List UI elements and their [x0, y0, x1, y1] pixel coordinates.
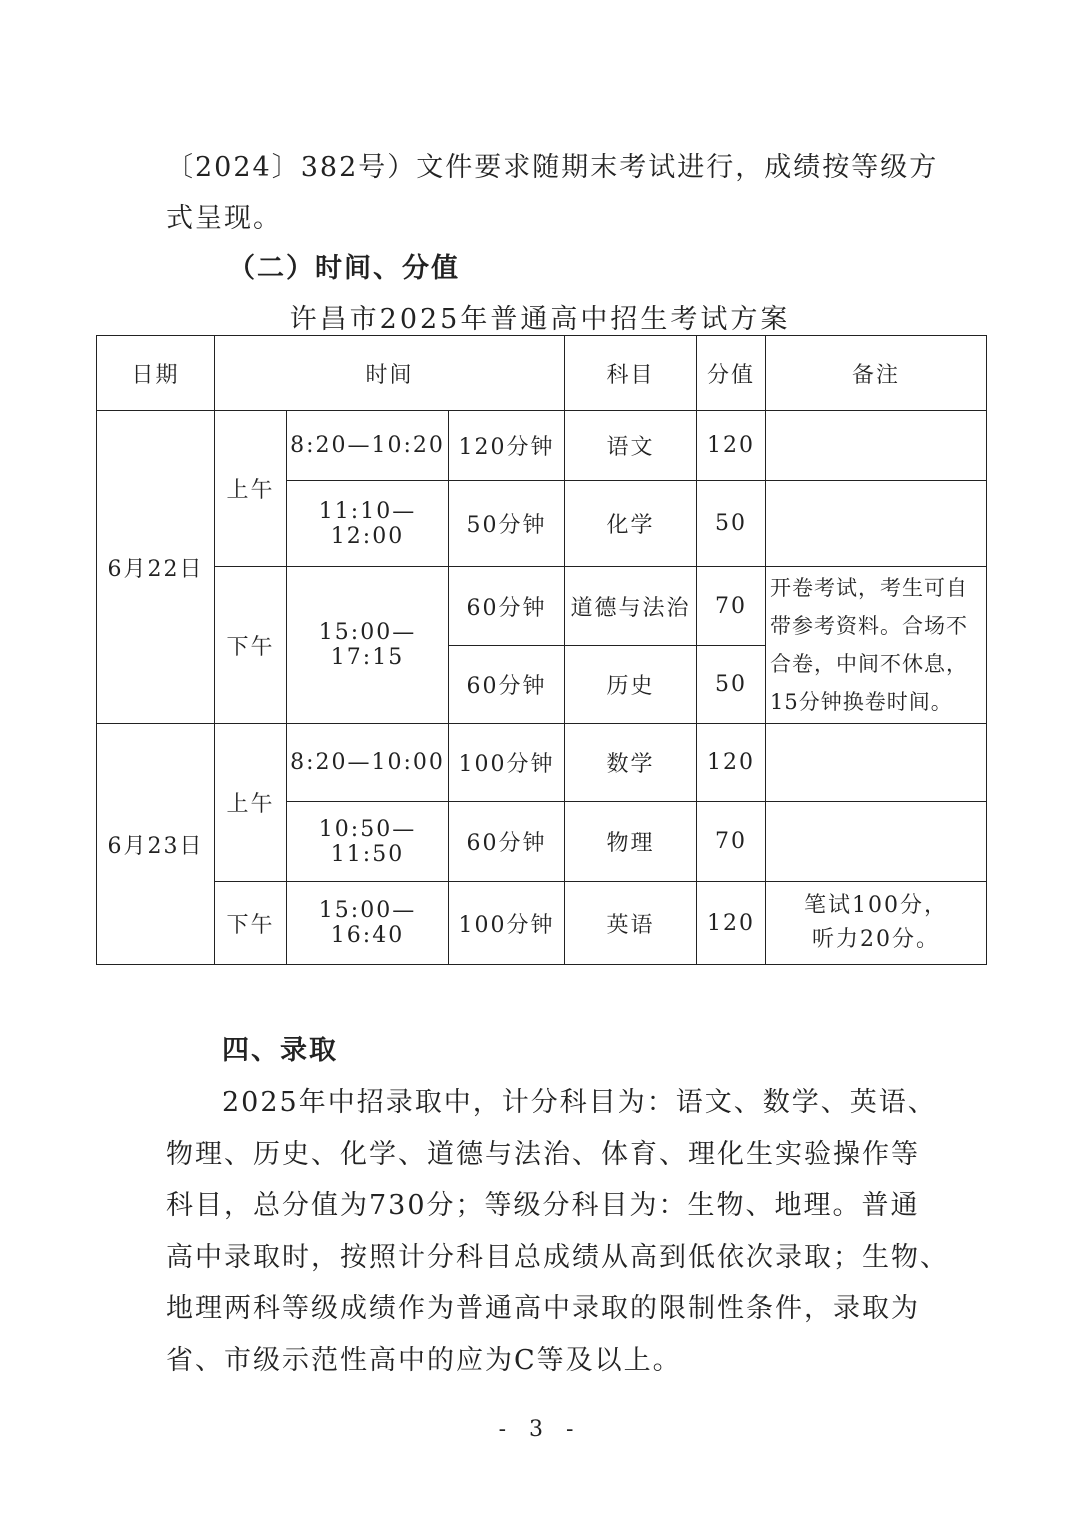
duration-cell: 120分钟 [449, 411, 565, 481]
time-cell: 15:00—16:40 [287, 882, 449, 965]
score-cell: 120 [697, 724, 766, 802]
subject-cell: 英语 [565, 882, 697, 965]
session-cell: 下午 [215, 567, 287, 724]
table-row [97, 882, 987, 965]
admission-line-6: 省、市级示范性高中的应为C等及以上。 [166, 1345, 682, 1376]
score-cell: 120 [697, 411, 766, 481]
note-cell [766, 802, 987, 882]
table-row [97, 411, 987, 481]
duration-cell: 50分钟 [449, 481, 565, 567]
subject-cell: 道德与法治 [565, 567, 697, 646]
subject-cell: 历史 [565, 646, 697, 724]
score-cell: 70 [697, 802, 766, 882]
note-cell [766, 724, 987, 802]
intro-line-1: 〔2024〕382号）文件要求随期末考试进行，成绩按等级方 [166, 152, 939, 183]
header-score: 分值 [697, 336, 766, 411]
session-cell: 下午 [215, 882, 287, 965]
header-time: 时间 [215, 336, 565, 411]
header-subject: 科目 [565, 336, 697, 411]
duration-cell: 100分钟 [449, 724, 565, 802]
english-note-line-2: 听力20分。 [812, 927, 941, 952]
header-date: 日期 [97, 336, 215, 411]
time-cell: 11:10—12:00 [287, 481, 449, 567]
session-cell: 上午 [215, 411, 287, 567]
date-cell: 6月22日 [97, 411, 215, 724]
admission-line-2: 物理、历史、化学、道德与法治、体育、理化生实验操作等 [166, 1139, 920, 1170]
session-cell: 上午 [215, 724, 287, 882]
note-cell [766, 411, 987, 481]
duration-cell: 60分钟 [449, 802, 565, 882]
table-header-row [97, 336, 987, 411]
section-heading-time-score: （二）时间、分值 [228, 253, 460, 284]
time-cell: 10:50—11:50 [287, 802, 449, 882]
score-cell: 70 [697, 567, 766, 646]
subject-cell: 数学 [565, 724, 697, 802]
table-title: 许昌市2025年普通高中招生考试方案 [289, 304, 791, 335]
duration-cell: 60分钟 [449, 567, 565, 646]
duration-cell: 60分钟 [449, 646, 565, 724]
time-cell: 8:20—10:00 [287, 724, 449, 802]
date-cell: 6月23日 [97, 724, 215, 965]
admission-line-3: 科目，总分值为730分；等级分科目为：生物、地理。普通 [166, 1190, 920, 1221]
note-cell [766, 882, 987, 965]
page-number: - 3 - [498, 1417, 582, 1442]
section-heading-admission: 四、录取 [222, 1035, 338, 1066]
note-cell: 开卷考试，考生可自带参考资料。合场不合卷，中间不休息，15分钟换卷时间。 [766, 567, 987, 724]
subject-cell: 化学 [565, 481, 697, 567]
english-note-line-1: 笔试100分， [804, 893, 949, 918]
admission-line-4: 高中录取时，按照计分科目总成绩从高到低依次录取；生物、 [166, 1242, 949, 1273]
header-note: 备注 [766, 336, 987, 411]
subject-cell: 物理 [565, 802, 697, 882]
table-row [97, 724, 987, 802]
score-cell: 50 [697, 481, 766, 567]
score-cell: 50 [697, 646, 766, 724]
table-row [97, 567, 987, 646]
time-cell: 8:20—10:20 [287, 411, 449, 481]
admission-line-1: 2025年中招录取中，计分科目为：语文、数学、英语、 [222, 1087, 937, 1118]
exam-schedule-table [96, 335, 987, 965]
duration-cell: 100分钟 [449, 882, 565, 965]
score-cell: 120 [697, 882, 766, 965]
time-cell: 15:00—17:15 [287, 567, 449, 724]
subject-cell: 语文 [565, 411, 697, 481]
admission-line-5: 地理两科等级成绩作为普通高中录取的限制性条件，录取为 [166, 1293, 920, 1324]
intro-line-2: 式呈现。 [166, 203, 282, 234]
note-cell [766, 481, 987, 567]
